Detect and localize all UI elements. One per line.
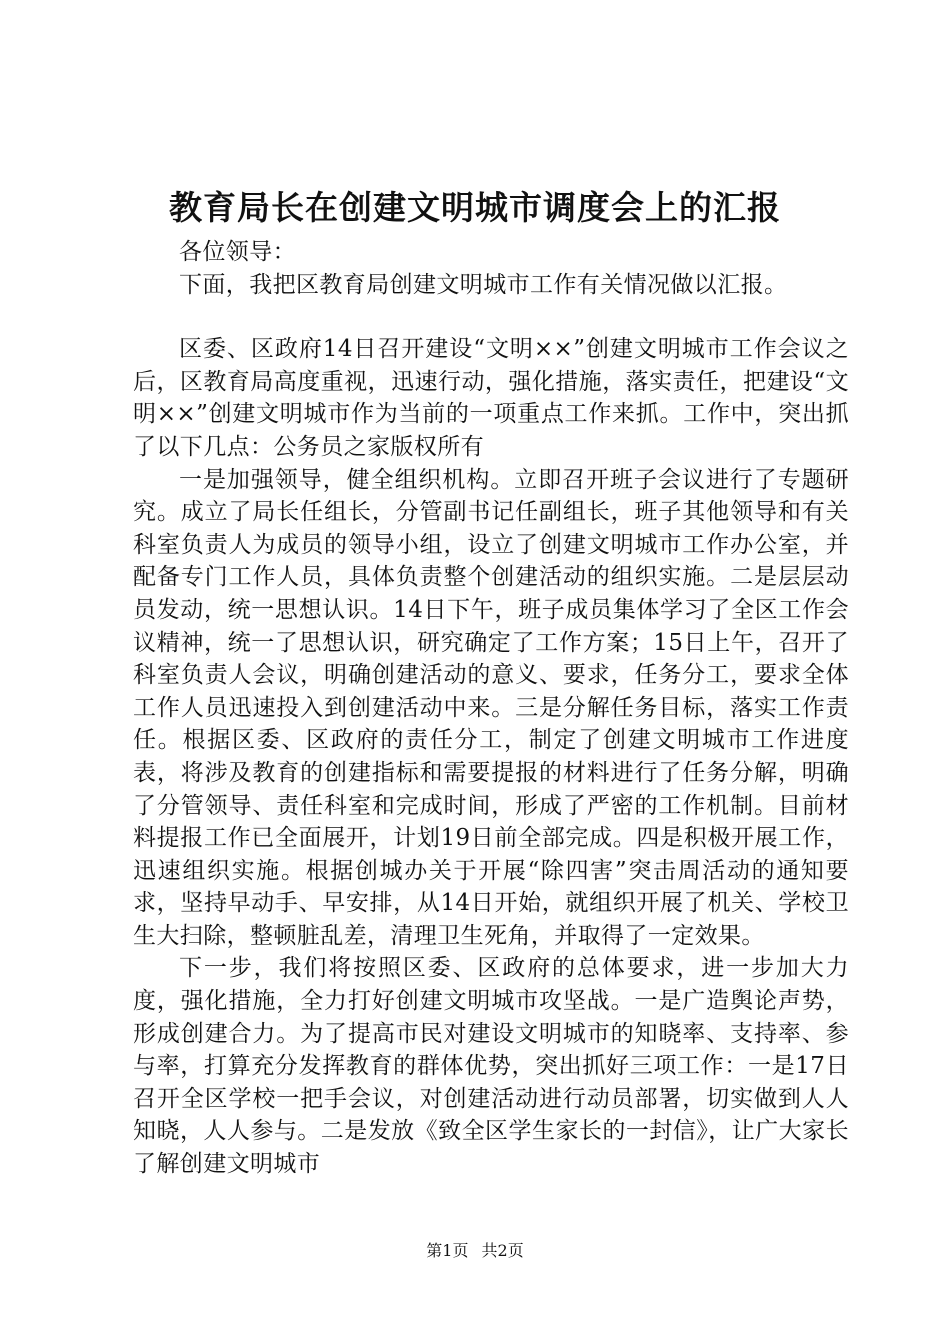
- page-count: 共2页: [481, 1241, 524, 1260]
- page-footer: [0, 1240, 950, 1262]
- document-body: [133, 236, 849, 1181]
- page-number: 第1页: [426, 1241, 469, 1260]
- paragraph-2: 一是加强领导，健全组织机构。立即召开班子会议进行了专题研究。成立了局长任组长，分管副书记任副组长，班子其他领导和有关科室负责人为成员的领导小组，设立了创建文明城市工作办公室，并配备专门工作人员，具体负责整个创建活动的组织实施。二是层层动员发动，统一思想认识。14日下午，班子成员集体学习了全区工作会议精神，统一了思想认识，研究确定了工作方案；15日上午，召开了科室负责人会议，明确创建活动的意义、要求，任务分工，要求全体工作人员迅速投入到创建活动中来。三是分解任务目标，落实工作责任。根据区委、区政府的责任分工，制定了创建文明城市工作进度表，将涉及教育的创建指标和需要提报的材料进行了任务分解，明确了分管领导、责任科室和完成时间，形成了严密的工作机制。目前材料提报工作已全面展开，计划19日前全部完成。四是积极开展工作，迅速组织实施。根据创城办关于开展“除四害”突击周活动的通知要求，坚持早动手、早安排，从14日开始，就组织开展了机关、学校卫生大扫除，整顿脏乱差，清理卫生死角，并取得了一定效果。: [133, 466, 849, 949]
- paragraph-1: 区委、区政府14日召开建设“文明××”创建文明城市工作会议之后，区教育局高度重视，迅速行动，强化措施，落实责任，把建设“文明××”创建文明城市作为当前的一项重点工作来抓。工作中，突出抓了以下几点：公务员之家版权所有: [133, 336, 849, 460]
- intro-paragraph: 下面，我把区教育局创建文明城市工作有关情况做以汇报。: [179, 271, 788, 298]
- document-title: 教育局长在创建文明城市调度会上的汇报: [169, 188, 781, 227]
- salutation: 各位领导：: [179, 239, 296, 265]
- paragraph-3: 下一步，我们将按照区委、区政府的总体要求，进一步加大力度，强化措施，全力打好创建文明城市攻坚战。一是广造舆论声势，形成创建合力。为了提高市民对建设文明城市的知晓率、支持率、参与率，打算充分发挥教育的群体优势，突出抓好三项工作：一是17日召开全区学校一把手会议，对创建活动进行动员部署，切实做到人人知晓，人人参与。二是发放《致全区学生家长的一封信》，让广大家长了解创建文明城市: [133, 955, 849, 1178]
